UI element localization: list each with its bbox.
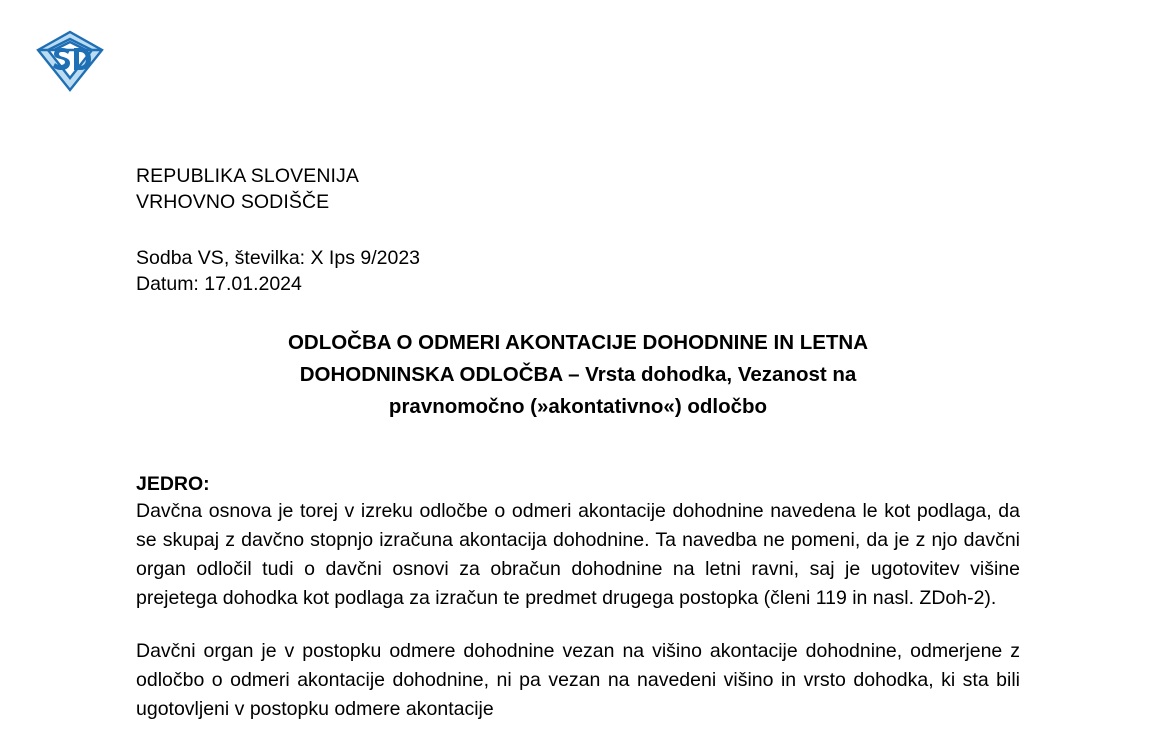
institution-line-1: REPUBLIKA SLOVENIJA	[136, 165, 359, 187]
paragraph-jedro-1: Davčna osnova je torej v izreku odločbe o odmeri akontacije dohodnine navedena le kot podlaga, da se skupaj z davčno stopnjo izračuna akontacija dohodnine. Ta navedba ne pomeni, da je z njo davčni organ odločil tudi o davčni osnovi za obračun dohodnine na letni ravni, saj je ugotovitev višine prejetega dohodka kot podlaga za izračun te predmet drugega postopka (členi 119 in nasl. ZDoh-2).	[136, 500, 1020, 609]
section-heading-jedro: JEDRO:	[136, 473, 210, 495]
case-number: Sodba VS, številka: X Ips 9/2023	[136, 247, 421, 269]
document-date: Datum: 17.01.2024	[136, 273, 302, 295]
page-title-line-3: pravnomočno (»akontativno«) odločbo	[388, 395, 768, 418]
document-meta	[136, 245, 1020, 297]
supreme-court-emblem-icon	[24, 24, 116, 96]
page-title-line-2: DOHODNINSKA ODLOČBA – Vrsta dohodka, Vezanost na	[299, 363, 857, 386]
institution-header	[136, 163, 1020, 215]
paragraph-jedro-2: Davčni organ je v postopku odmere dohodnine vezan na višino akontacije dohodnine, odmerjene z odločbo o odmeri akontacije dohodnine, ni pa vezan na navedeni višino in vrsto dohodka, ki sta bili ugotovljeni v postopku odmere akontacije	[136, 640, 1020, 720]
page-title	[136, 327, 1020, 423]
institution-line-2: VRHOVNO SODIŠČE	[136, 191, 330, 213]
document-content	[136, 163, 1020, 744]
page-title-line-1: ODLOČBA O ODMERI AKONTACIJE DOHODNINE IN LETNA	[287, 331, 869, 354]
